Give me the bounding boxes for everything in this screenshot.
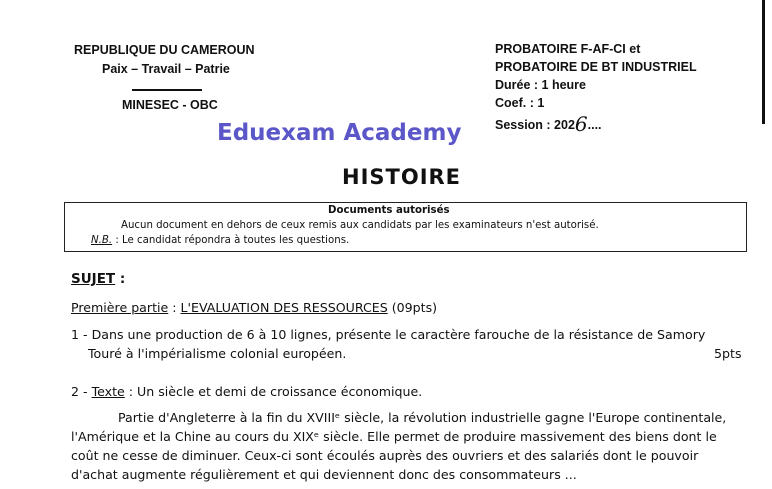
question-2-heading bbox=[71, 384, 422, 399]
question-1-line-1: 1 - Dans une production de 6 à 10 lignes, présente le caractère farouche de la résistance de Samory bbox=[71, 327, 706, 342]
text-line-3: coût ne cesse de diminuer. Ceux-ci sont écoulés auprès des ouvriers et des salariés dont le pouvoir bbox=[71, 448, 699, 463]
ministry-label: MINESEC - OBC bbox=[122, 98, 218, 112]
part-1-label: Première partie bbox=[71, 300, 169, 315]
question-1-points: 5pts bbox=[714, 346, 742, 361]
header-divider bbox=[132, 89, 202, 91]
instructions-line-2 bbox=[91, 235, 349, 246]
text-line-2: l'Amérique et la Chine au cours du XIXᵉ siècle. Elle permet de produire massivement des biens dont le bbox=[71, 429, 717, 444]
session-suffix: .... bbox=[587, 118, 602, 132]
country-name: REPUBLIQUE DU CAMEROUN bbox=[74, 43, 255, 57]
question-2-title: : Un siècle et demi de croissance économique. bbox=[124, 384, 423, 399]
question-1-line-2: Touré à l'impérialisme colonial européen. bbox=[88, 346, 347, 361]
exam-duration: Durée : 1 heure bbox=[495, 78, 587, 92]
part-1-heading bbox=[71, 300, 437, 315]
sujet-label: SUJET bbox=[71, 271, 116, 287]
instructions-line-1: Aucun document en dehors de ceux remis aux candidats par les examinateurs n'est autorisé. bbox=[121, 220, 599, 231]
text-line-1: Partie d'Angleterre à la fin du XVIIIᵉ siècle, la révolution industrielle gagne l'Europe continentale, bbox=[118, 410, 727, 425]
question-2-prefix: 2 - bbox=[71, 384, 92, 399]
text-line-4: d'achat augmente régulièrement et qui deviennent donc des consommateurs ... bbox=[71, 467, 577, 482]
exam-line-1: PROBATOIRE F-AF-CI et bbox=[495, 42, 641, 56]
session-handwritten-digit: 6 bbox=[574, 112, 588, 136]
subject-title: HISTOIRE bbox=[342, 165, 462, 189]
nb-text: : Le candidat répondra à toutes les questions. bbox=[112, 235, 350, 246]
sujet-colon: : bbox=[115, 271, 126, 287]
exam-coefficient: Coef. : 1 bbox=[495, 96, 545, 110]
session-prefix: Session : 202 bbox=[495, 118, 575, 132]
instructions-box bbox=[64, 202, 747, 252]
page-edge-bar bbox=[762, 0, 765, 124]
nb-label: N.B. bbox=[91, 235, 113, 246]
question-2-label: Texte bbox=[91, 384, 125, 399]
exam-line-2: PROBATOIRE DE BT INDUSTRIEL bbox=[495, 60, 697, 74]
exam-session bbox=[495, 113, 602, 135]
sujet-heading bbox=[71, 271, 125, 287]
part-1-points: (09pts) bbox=[387, 300, 438, 315]
watermark-logo-text: Eduexam Academy bbox=[217, 120, 462, 146]
instructions-heading: Documents autorisés bbox=[328, 205, 450, 216]
part-1-separator: : bbox=[168, 300, 181, 315]
part-1-title: L'EVALUATION DES RESSOURCES bbox=[180, 300, 388, 315]
national-motto: Paix – Travail – Patrie bbox=[102, 62, 230, 76]
